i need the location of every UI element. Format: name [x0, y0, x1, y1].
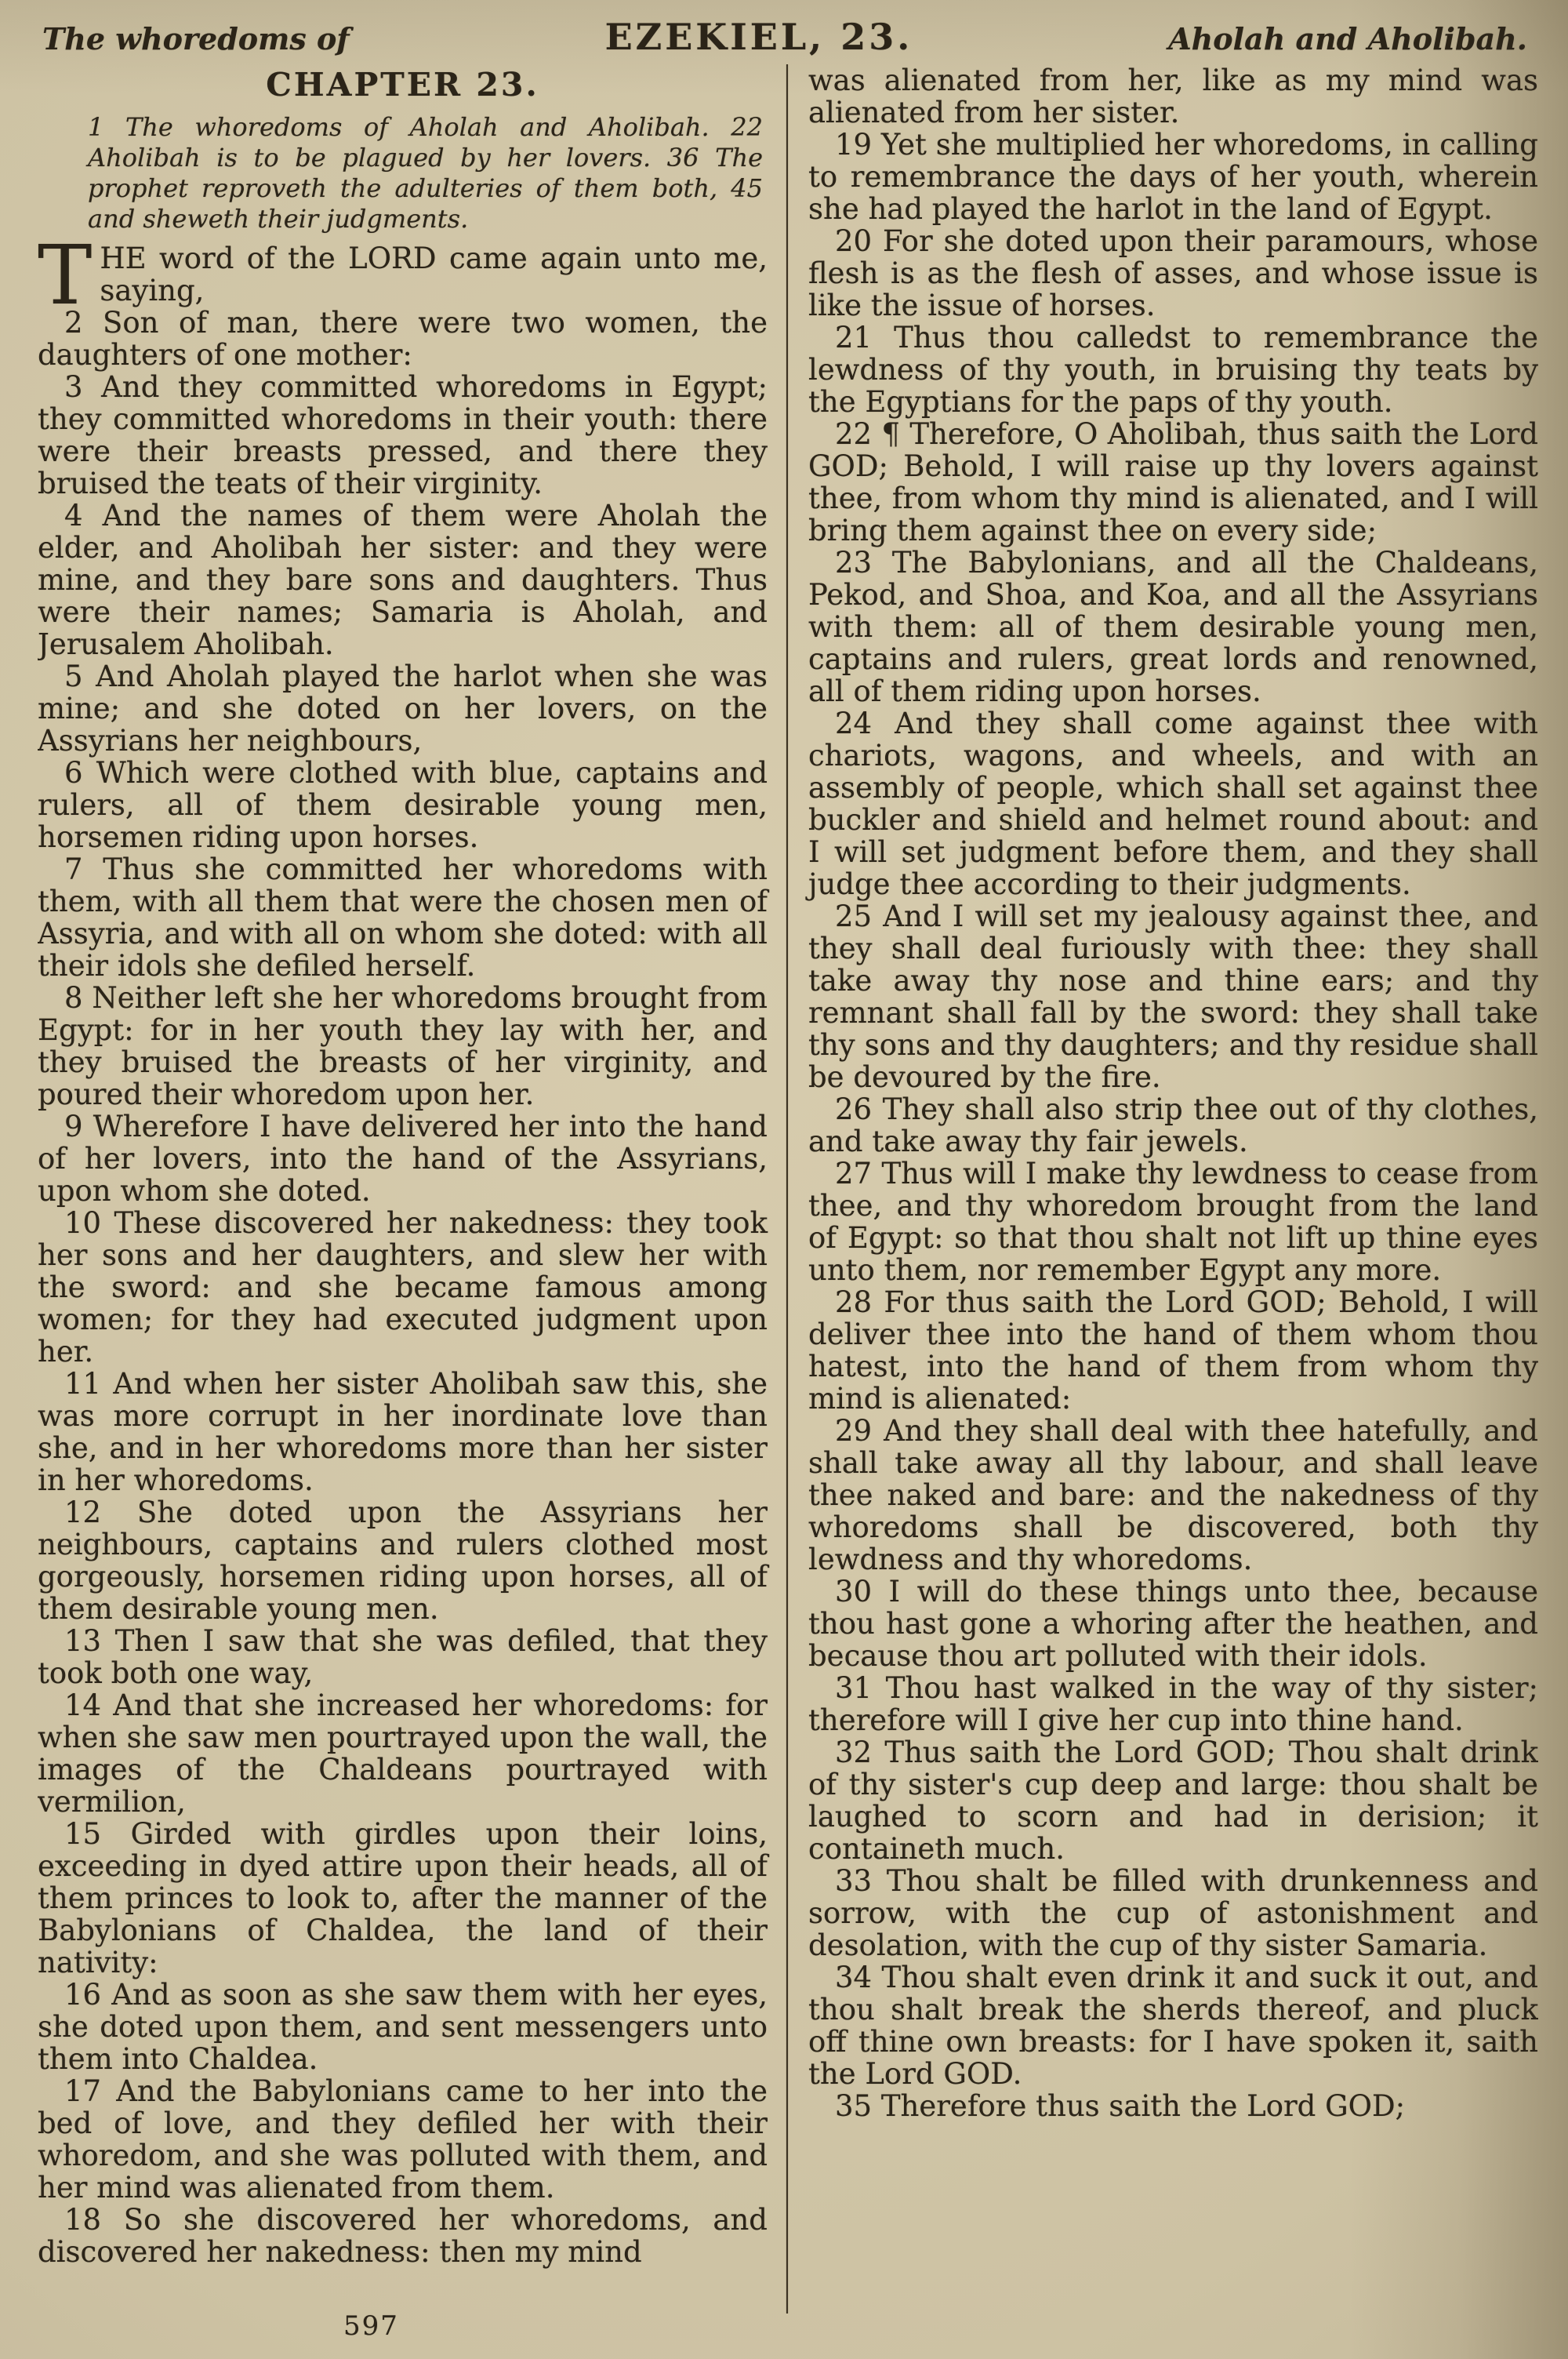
verse-paragraph: 31 Thou hast walked in the way of thy sister; therefore will I give her cup into thine hand.: [808, 1671, 1538, 1737]
drop-cap-initial: T: [38, 227, 93, 323]
verse-paragraph-first: [38, 227, 768, 323]
verse-paragraph: 11 And when her sister Aholibah saw this, she was more corrupt in her inordinate love than she, and in her whoredoms more than her sister in her whoredoms.: [38, 1367, 768, 1497]
running-head: [38, 16, 1538, 58]
left-column: [38, 64, 786, 2314]
verse-paragraph: 24 And they shall come against thee with chariots, wagons, and wheels, and with an assembly of people, which shall set against thee buckler and shield and helmet round about: and I will set judgment before them, and they shall judge thee according to their judgments.: [808, 707, 1538, 901]
verse-paragraph: 26 They shall also strip thee out of thy clothes, and take away thy fair jewels.: [808, 1092, 1538, 1158]
verse-paragraph: 2 Son of man, there were two women, the daughters of one mother:: [38, 306, 768, 372]
verse-paragraph: 17 And the Babylonians came to her into the bed of love, and they defiled her with their whoredom, and she was polluted with them, and her mind was alienated from them.: [38, 2074, 768, 2205]
verse-paragraph: 29 And they shall deal with thee hatefully, and shall take away all thy labour, and shall leave thee naked and bare: and the nakedness of thy whoredoms shall be discovered, both thy lewdness and thy whoredoms.: [808, 1414, 1538, 1576]
book-chapter-title: EZEKIEL, 23.: [604, 16, 913, 58]
verse-paragraph: 19 Yet she multiplied her whoredoms, in calling to remembrance the days of her youth, wherein she had played the harlot in the land of Egypt.: [808, 128, 1538, 226]
verse-paragraph: 6 Which were clothed with blue, captains and rulers, all of them desirable young men, horsemen riding upon horses.: [38, 756, 768, 854]
verse-paragraph: 5 And Aholah played the harlot when she was mine; and she doted on her lovers, on the Assyrians her neighbours,: [38, 660, 768, 758]
verse-paragraph: 22 ¶ Therefore, O Aholibah, thus saith the Lord GOD; Behold, I will raise up thy lovers against thee, from whom thy mind is alienated, and I will bring them against thee on every side;: [808, 417, 1538, 547]
verse-paragraph: 20 For she doted upon their paramours, whose flesh is as the flesh of asses, and whose issue is like the issue of horses.: [808, 224, 1538, 322]
chapter-heading: CHAPTER 23.: [266, 66, 539, 104]
right-column: [788, 64, 1538, 2314]
verse-paragraph: 23 The Babylonians, and all the Chaldeans, Pekod, and Shoa, and Koa, and all the Assyrians with them: all of them desirable young men, captains and rulers, great lords and renowned, all of them riding upon horses.: [808, 546, 1538, 708]
verse-paragraph: 7 Thus she committed her whoredoms with them, with all them that were the chosen men of Assyria, and with all on whom she doted: with all their idols she defiled herself.: [38, 852, 768, 983]
verse-paragraph: 13 Then I saw that she was defiled, that they took both one way,: [38, 1624, 768, 1690]
verse-paragraph: 28 For thus saith the Lord GOD; Behold, I will deliver thee into the hand of them whom thou hatest, into the hand of them from whom thy mind is alienated:: [808, 1285, 1538, 1416]
verse-paragraph: 14 And that she increased her whoredoms: for when she saw men pourtrayed upon the wall, the images of the Chaldeans pourtrayed with vermilion,: [38, 1688, 768, 1819]
verse-paragraph: 34 Thou shalt even drink it and suck it out, and thou shalt break the sherds thereof, and pluck off thine own breasts: for I have spoken it, saith the Lord GOD.: [808, 1961, 1538, 2091]
verse-paragraph: 15 Girded with girdles upon their loins, exceeding in dyed attire upon their heads, all of them princes to look to, after the manner of the Babylonians of Chaldea, the land of their nativity:: [38, 1817, 768, 1979]
verse-paragraph: 25 And I will set my jealousy against thee, and they shall deal furiously with thee: they shall take away thy nose and thine ears; and thy remnant shall fall by the sword: they shall take thy sons and thy daughters; and thy residue shall be devoured by the fire.: [808, 900, 1538, 1094]
left-verse-list: [38, 307, 768, 2268]
verse-paragraph: 10 These discovered her nakedness: they took her sons and her daughters, and slew her with the sword: and she became famous among women; for they had executed judgment upon her.: [38, 1206, 768, 1369]
page-number: 597: [343, 2310, 399, 2342]
chapter-summary: 1 The whoredoms of Aholah and Aholibah. 22 Aholibah is to be plagued by her lovers. 36 The prophet reproveth the adulteries of them both, 45 and sheweth their judgments.: [88, 112, 763, 234]
verse-paragraph: 4 And the names of them were Aholah the elder, and Aholibah her sister: and they were mine, and they bare sons and daughters. Thus were their names; Samaria is Aholah, and Jerusalem Aholibah.: [38, 499, 768, 661]
verse-paragraph: 32 Thus saith the Lord GOD; Thou shalt drink of thy sister's cup deep and large: thou shalt be laughed to scorn and had in derision; it containeth much.: [808, 1736, 1538, 1866]
verse-continuation: was alienated from her, like as my mind was alienated from her sister.: [808, 64, 1538, 129]
verse-paragraph: 8 Neither left she her whoredoms brought from Egypt: for in her youth they lay with her, and they bruised the breasts of her virginity, and poured their whoredom upon her.: [38, 981, 768, 1111]
verse-paragraph: 9 Wherefore I have delivered her into the hand of her lovers, into the hand of the Assyrians, upon whom she doted.: [38, 1110, 768, 1208]
first-verse-text: HE word of the LORD came again unto me, saying,: [100, 242, 768, 307]
verse-paragraph: 12 She doted upon the Assyrians her neighbours, captains and rulers clothed most gorgeously, horsemen riding upon horses, all of them desirable young men.: [38, 1496, 768, 1626]
verse-paragraph: 18 So she discovered her whoredoms, and discovered her nakedness: then my mind: [38, 2203, 768, 2269]
right-verse-list: [808, 129, 1538, 2122]
verse-paragraph: 3 And they committed whoredoms in Egypt; they committed whoredoms in their youth: there were their breasts pressed, and there they bruised the teats of their virginity.: [38, 370, 768, 500]
verse-paragraph: 30 I will do these things unto thee, because thou hast gone a whoring after the heathen, and because thou art polluted with their idols.: [808, 1575, 1538, 1673]
verse-paragraph: 27 Thus will I make thy lewdness to cease from thee, and thy whoredom brought from the land of Egypt: so that thou shalt not lift up thine eyes unto them, nor remember Egypt any more.: [808, 1157, 1538, 1287]
verse-paragraph: 35 Therefore thus saith the Lord GOD;: [835, 2089, 1406, 2123]
verse-paragraph: 21 Thus thou calledst to remembrance the lewdness of thy youth, in bruising thy teats by the Egyptians for the paps of thy youth.: [808, 321, 1538, 419]
verse-paragraph: 16 And as soon as she saw them with her eyes, she doted upon them, and sent messengers unto them into Chaldea.: [38, 1978, 768, 2076]
running-title-right: Aholah and Aholibah.: [1168, 21, 1527, 56]
verse-paragraph: 33 Thou shalt be filled with drunkenness and sorrow, with the cup of astonishment and desolation, with the cup of thy sister Samaria.: [808, 1864, 1538, 1962]
two-column-text-block: [38, 64, 1538, 2314]
running-title-left: The whoredoms of: [42, 21, 350, 56]
